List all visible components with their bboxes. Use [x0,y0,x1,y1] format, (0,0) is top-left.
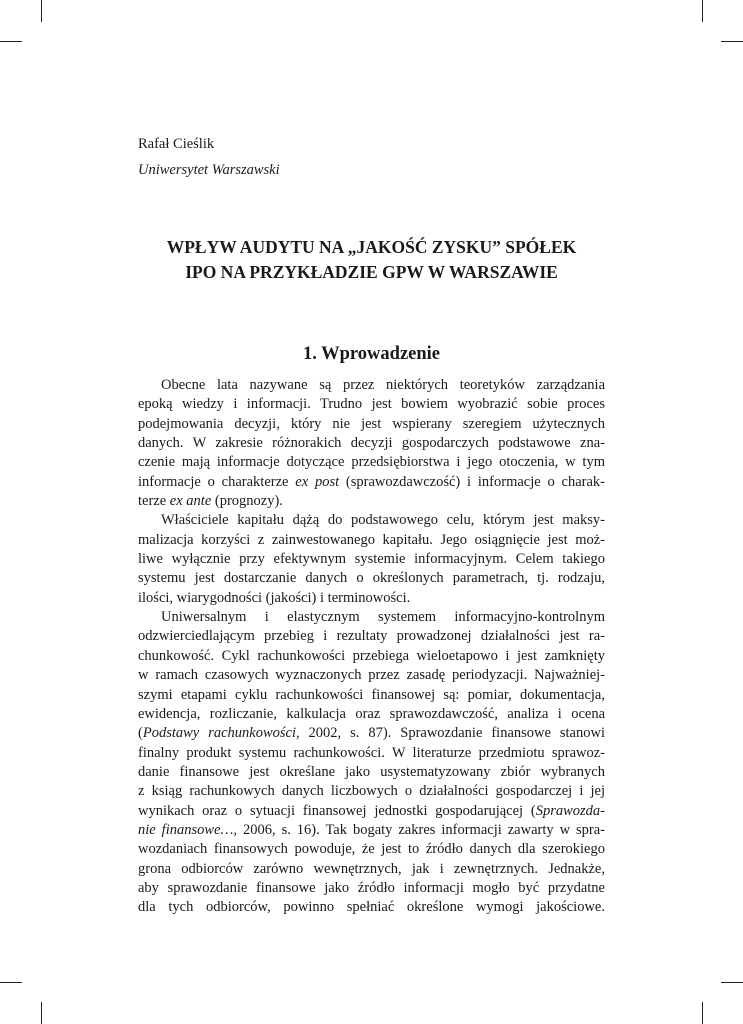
section-heading: 1. Wprowadzenie [302,344,441,364]
crop-mark [41,0,42,22]
crop-mark [702,1002,703,1024]
text-line: liwe wyłącznie przy efektywnym systemie informacyjnym. Celem takiego [138,551,605,568]
paragraph [138,376,605,511]
text-line: wynikach oraz o sytuacji finansowej jednostki gospodarującej (Sprawozda- [138,802,605,819]
crop-mark [721,982,743,983]
text-line: danych. W zakresie różnorakich decyzji gospodarczych podstawowe zna- [138,435,605,452]
paragraph [138,608,605,918]
text-line: chunkowość. Cykl rachunkowości przebiega wieloetapowo i jest zamknięty [138,647,605,664]
text-line: czenie mają informacje dotyczące przedsiębiorstwa i jego otoczenia, w tym [138,454,605,471]
text-line: podejmowania decyzji, który nie jest wspierany szeregiem użytecznych [138,415,605,432]
crop-mark [0,982,22,983]
crop-mark [721,41,743,42]
text-line: wozdaniach finansowych powoduje, że jest to źródło danych dla szerokiego [138,841,605,858]
text-line: informacje o charakterze ex post (sprawozdawczość) i informacje o charak- [138,473,606,490]
text-line: aby sprawozdanie finansowe jako źródło informacji mogło być przydatne [138,879,605,896]
text-line: Uniwersalnym i elastycznym systemem informacyjno-kontrolnym [161,609,605,626]
text-line: szymi etapami cyklu rachunkowości finansowej są: pomiar, dokumentacja, [138,686,605,703]
text-line: (Podstawy rachunkowości, 2002, s. 87). Sprawozdanie finansowe stanowi [138,725,605,742]
text-line: finalny produkt systemu rachunkowości. W literaturze przedmiotu sprawoz- [138,744,605,761]
text-line: malizacja korzyści z zainwestowanego kapitału. Jego osiągnięcie jest moż- [138,531,605,548]
italic-term: ex post [295,473,340,490]
text-line: ewidencja, rozliczanie, kalkulacja oraz sprawozdawczość, analiza i ocena [138,705,605,722]
crop-mark [0,41,22,42]
title-line: WPŁYW AUDYTU NA „JAKOŚĆ ZYSKU” SPÓŁEK [166,237,577,257]
text-line: Obecne lata nazywane są przez niektórych teoretyków zarządzania [161,377,605,393]
paper-title [138,235,605,285]
text-line: grona odbiorców zarówno wewnętrznych, jak i zewnętrznych. Jednakże, [138,860,605,877]
text-line: danie finansowe jest określane jako usystematyzowany zbiór wybranych [138,763,605,780]
text-line: ilości, wiarygodności (jakości) i terminowości. [138,589,411,606]
text-line: dla tych odbiorców, powinno spełniać określone wymogi jakościowe. [138,899,605,916]
crop-mark [41,1002,42,1024]
body-text [138,376,605,918]
italic-citation: nie finansowe… [138,821,234,838]
text-line: z ksiąg rachunkowych danych liczbowych o działalności gospodarczej i jej [138,783,605,800]
text-line: Właściciele kapitału dążą do podstawowego celu, którym jest maksy- [161,512,605,529]
text-line: epoką wiedzy i informacji. Trudno jest bowiem wyobrazić sobie proces [138,396,605,413]
author-name: Rafał Cieślik [138,136,215,152]
italic-term: ex ante [169,493,212,510]
paragraph [138,511,605,608]
text-line: systemu jest dostarczanie danych o określonych parametrach, tj. rodzaju, [138,570,605,587]
italic-citation: Sprawozda- [535,802,605,819]
crop-mark [702,0,703,22]
italic-citation: Podstawy rachunkowości [142,725,296,742]
text-line: nie finansowe…, 2006, s. 16). Tak bogaty zakres informacji zawarty w spra- [138,821,605,838]
title-line: IPO NA PRZYKŁADZIE GPW W WARSZAWIE [185,262,558,282]
author-affiliation: Uniwersytet Warszawski [138,162,280,178]
text-line: odzwierciedlającym przebieg i rezultaty prowadzonej działalności jest ra- [138,628,605,645]
text-line: terze ex ante (prognozy). [138,493,283,510]
text-line: w ramach czasowych wyznaczonych przez zasadę periodyzacji. Najważniej- [138,667,605,684]
